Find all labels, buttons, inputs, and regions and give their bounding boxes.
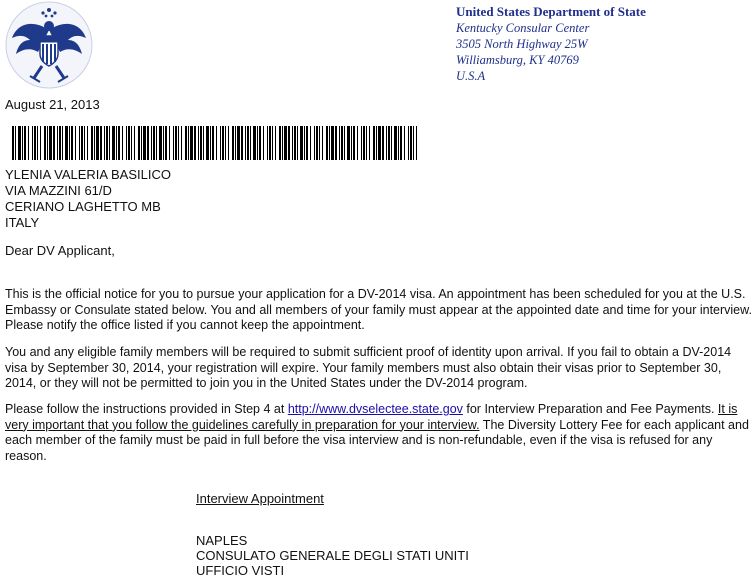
recipient-address bbox=[5, 167, 171, 231]
salutation: Dear DV Applicant, bbox=[5, 243, 115, 258]
dvselectee-link[interactable]: http://www.dvselectee.state.gov bbox=[287, 402, 463, 416]
department-name: United States Department of State bbox=[456, 4, 646, 19]
appointment-line-2: CONSULATO GENERALE DEGLI STATI UNITI bbox=[196, 548, 469, 563]
instructions-text-middle: for Interview Preparation and Fee Payments. bbox=[462, 402, 718, 416]
letterhead-address-line-1: Kentucky Consular Center bbox=[456, 21, 590, 35]
paragraph-notice: This is the official notice for you to pursue your application for a DV-2014 visa. An appointment has been scheduled for you at the U.S. Embassy or Consulate stated below. You and all members of your family must appear at the appointed date and time for your interview. Please notify the office listed if you cannot keep the appointment. bbox=[5, 287, 752, 332]
instructions-text-start: Please follow the instructions provided in Step 4 at bbox=[5, 402, 288, 416]
letterhead-address-line-4: U.S.A bbox=[456, 69, 486, 83]
letterhead-address-line-3: Williamsburg, KY 40769 bbox=[456, 53, 579, 67]
appointment-line-1: NAPLES bbox=[196, 533, 248, 548]
letter-date: August 21, 2013 bbox=[5, 97, 100, 112]
recipient-line-2: VIA MAZZINI 61/D bbox=[5, 183, 112, 198]
recipient-line-4: ITALY bbox=[5, 215, 40, 230]
recipient-line-1: YLENIA VALERIA BASILICO bbox=[5, 167, 171, 182]
department-of-state-seal bbox=[4, 0, 94, 90]
letterhead-address-line-2: 3505 North Highway 25W bbox=[456, 37, 588, 51]
barcode bbox=[12, 126, 420, 160]
paragraph-identity: You and any eligible family members will be required to submit sufficient proof of identity upon arrival. If you fail to obtain a DV-2014 visa by September 30, 2014, your registration will expire. Your family members must also obtain their visas prior to September 30, 2014, or they will not be permitted to join you in the United States under the DV-2014 program. bbox=[5, 345, 732, 390]
interview-appointment-heading: Interview Appointment bbox=[196, 491, 324, 506]
appointment-location bbox=[196, 533, 469, 578]
instructions-text-end: The Diversity Lottery Fee for each applicant and each member of the family must be paid in full before the visa interview and is non-refundable, even if the visa is refused for any reason. bbox=[5, 417, 749, 463]
recipient-line-3: CERIANO LAGHETTO MB bbox=[5, 199, 161, 214]
letterhead bbox=[456, 4, 646, 84]
appointment-line-3: UFFICIO VISTI bbox=[196, 563, 285, 578]
important-guidelines-text: It is very important that you follow the guidelines carefully in preparation for your interview. bbox=[5, 402, 738, 432]
paragraph-instructions bbox=[5, 402, 753, 464]
